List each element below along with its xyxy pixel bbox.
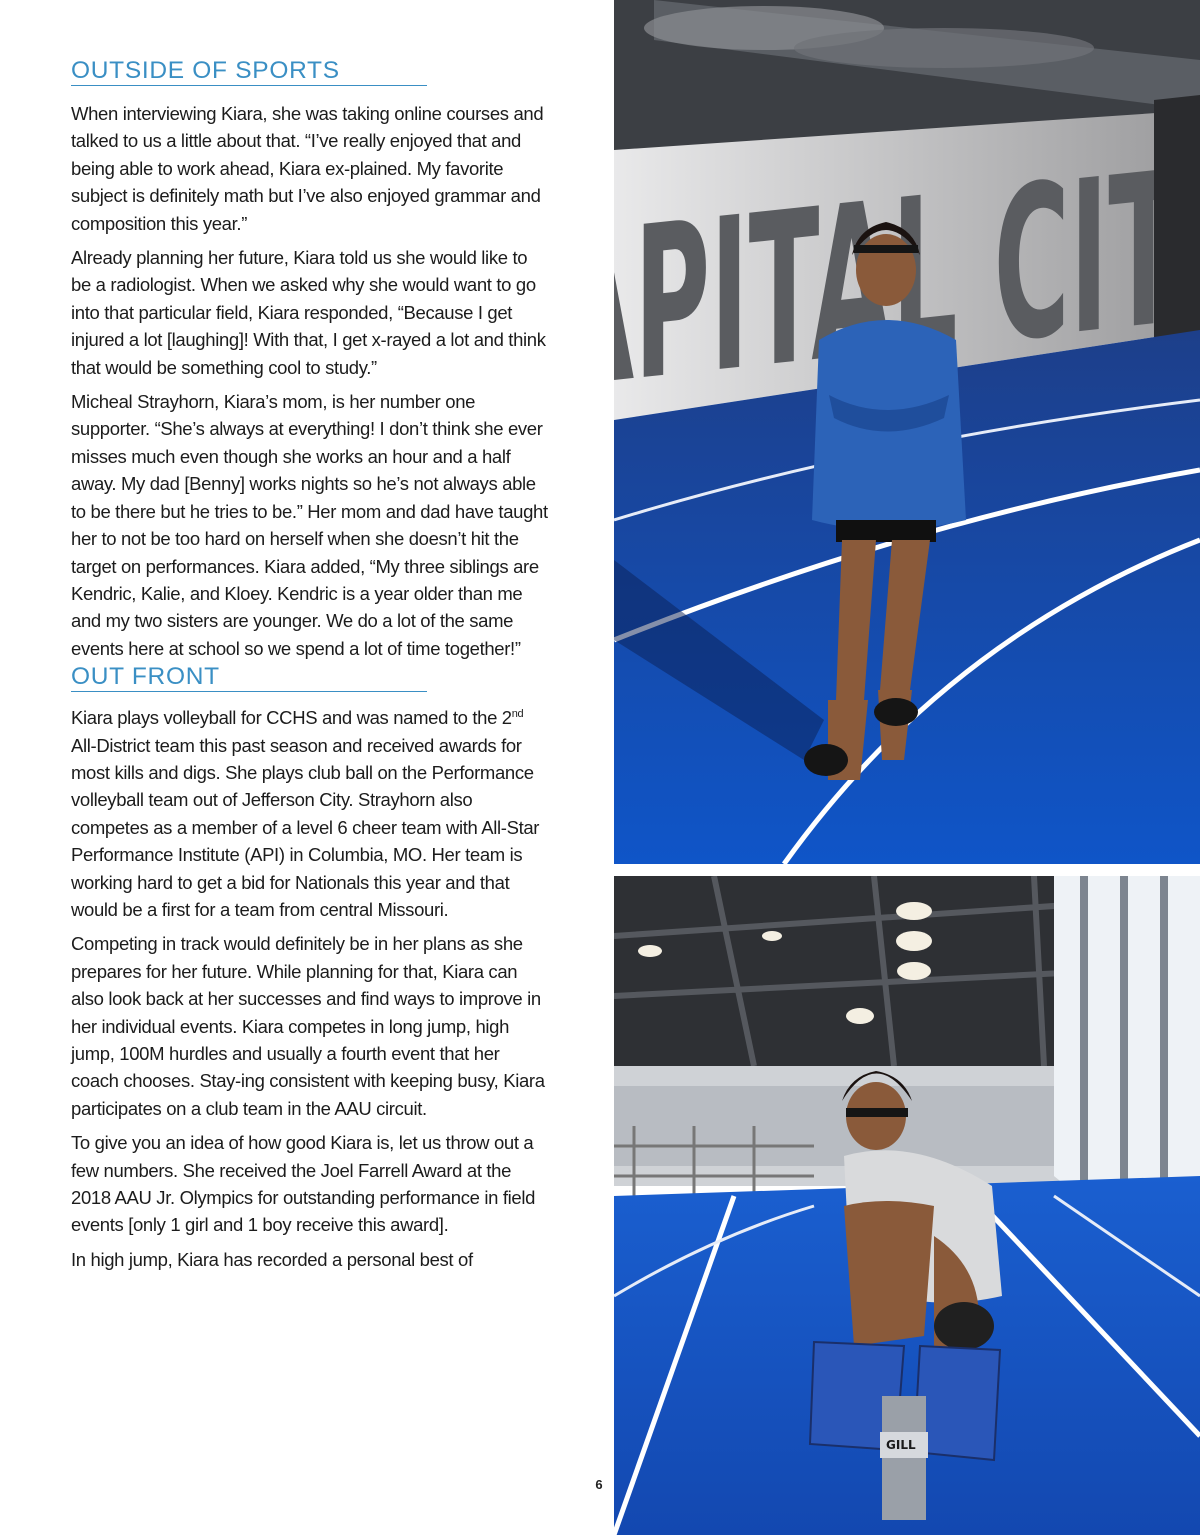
paragraph-text: Kiara plays volleyball for CCHS and was named to the 2 [71,707,512,729]
page-number: 6 [595,1477,603,1492]
paragraph: When interviewing Kiara, she was taking online courses and talked to us a little about that. “I’ve really enjoyed that and being able to work ahead, Kiara ex-plained. My favorite subject is definitely math but I’ve also enjoyed grammar and composition this year.” [71,103,544,234]
paragraph: Micheal Strayhorn, Kiara’s mom, is her number one supporter. “She’s always at everything! I don’t think she ever misses much even though she works an hour and a half away. My dad [Benny] works nights so he’s not always able to be there but he tries to be.” Her mom and dad have taught her to not be too hard on herself when she doesn’t hit the target on performances. Kiara added, “My three siblings are Kendric, Kalie, and Kloey. Kendric is a year older than me and my two sisters are younger. We do a lot of the same events here at school so we spend a lot of time together!” [71,391,548,659]
paragraph: Already planning her future, Kiara told us she would like to be a radiologist. When we asked why she would want to go into that particular field, Kiara responded, “Because I get injured a lot [laughing]! With that, I get x-rayed a lot and think that would be something cool to study.” [71,247,546,378]
paragraph: Competing in track would definitely be in her plans as she prepares for her future. While planning for that, Kiara can also look back at her successes and find ways to improve in her individual events. Kiara competes in long jump, high jump, 100M hurdles and usually a fourth event that her coach chooses. Stay-ing consistent with keeping busy, Kiara participates on a club team in the AAU circuit. [71,933,545,1119]
section-heading-out-front [71,664,551,690]
paragraph-text: All-District team this past season and received awards for most kills and digs. She plays club ball on the Performance volleyball team out of Jefferson City. Strayhorn also competes as a member of a level 6 cheer team with All-Star Performance Institute (API) in Columbia, MO. Her team is working hard to get a bid for Nationals this year and that would be a first for a team from central Missouri. [71,734,540,920]
section-heading-outside-of-sports [71,58,551,84]
section-heading-text: OUT FRONT [71,663,220,691]
block-brand: GILL [886,1438,916,1452]
photo-athlete-standing [614,0,1200,864]
article-column [71,58,551,1280]
paragraph: To give you an idea of how good Kiara is, let us throw out a few numbers. She received the Joel Farrell Award at the 2018 AAU Jr. Olympics for outstanding performance in field events [only 1 girl and 1 boy receive this award]. [71,1132,536,1236]
heading-underline [71,85,427,86]
photo-athlete-starting-blocks [614,876,1200,1535]
section-heading-text: OUTSIDE OF SPORTS [71,57,340,84]
paragraph: In high jump, Kiara has recorded a personal best of [71,1248,473,1270]
ordinal-suffix: nd [511,707,524,720]
paragraph [71,704,551,923]
heading-underline [71,691,427,692]
